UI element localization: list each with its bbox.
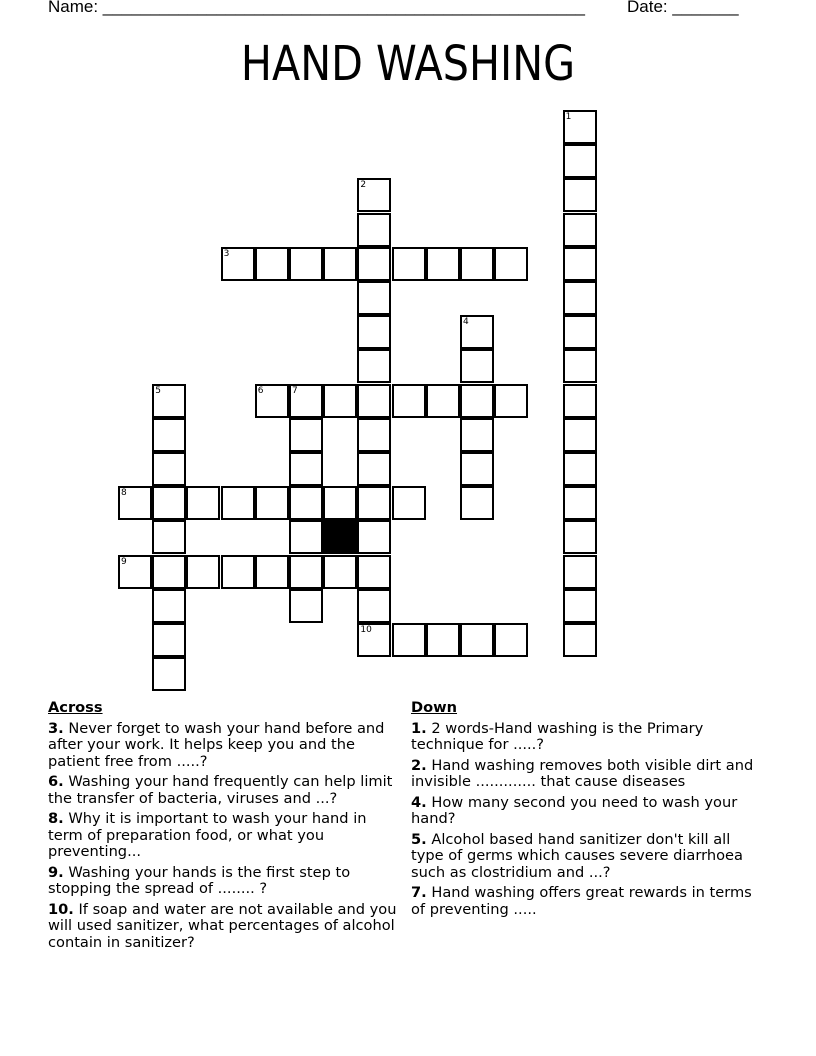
- crossword-cell[interactable]: [460, 486, 494, 520]
- clue-number: 6: [257, 385, 264, 396]
- crossword-cell[interactable]: [357, 555, 391, 589]
- puzzle-title: HAND WASHING: [240, 36, 576, 92]
- clue-number: 7: [292, 385, 298, 396]
- crossword-cell[interactable]: [289, 418, 323, 452]
- clue-number-label: 5.: [411, 830, 427, 848]
- crossword-cell[interactable]: [152, 555, 186, 589]
- crossword-cell[interactable]: [152, 589, 186, 623]
- crossword-cell[interactable]: [357, 486, 391, 520]
- crossword-cell[interactable]: [357, 247, 391, 281]
- crossword-cell[interactable]: [289, 247, 323, 281]
- crossword-cell[interactable]: [323, 384, 357, 418]
- clue-text: Alcohol based hand sanitizer don't kill all type of germs which causes severe diarrhoea such as clostridium and ...?: [411, 830, 743, 881]
- date-field-label[interactable]: Date: _______: [627, 0, 739, 16]
- across-clue: [48, 811, 404, 861]
- down-clue: [411, 885, 767, 918]
- crossword-cell[interactable]: [563, 555, 597, 589]
- crossword-cell[interactable]: [357, 418, 391, 452]
- clue-number-label: 3.: [48, 719, 64, 737]
- clue-number: 4: [463, 317, 469, 328]
- crossword-cell[interactable]: [289, 452, 323, 486]
- crossword-cell[interactable]: [118, 486, 152, 520]
- crossword-cell[interactable]: [152, 520, 186, 554]
- across-clues-section: [48, 700, 404, 955]
- clue-text: Hand washing removes both visible dirt and invisible ............. that cause diseases: [411, 756, 754, 790]
- crossword-cell[interactable]: [323, 555, 357, 589]
- crossword-cell[interactable]: [563, 110, 597, 144]
- crossword-cell[interactable]: [152, 452, 186, 486]
- crossword-cell[interactable]: [494, 384, 528, 418]
- black-square: [323, 520, 357, 554]
- crossword-cell[interactable]: [460, 623, 494, 657]
- crossword-cell[interactable]: [357, 349, 391, 383]
- down-clue: [411, 721, 767, 754]
- crossword-cell[interactable]: [563, 623, 597, 657]
- clue-number-label: 9.: [48, 863, 64, 881]
- down-clues-section: [411, 700, 767, 922]
- crossword-cell[interactable]: [255, 384, 289, 418]
- crossword-cell[interactable]: [563, 520, 597, 554]
- crossword-cell[interactable]: [357, 623, 391, 657]
- clue-text: How many second you need to wash your hand?: [411, 793, 738, 827]
- crossword-cell[interactable]: [494, 247, 528, 281]
- crossword-cell[interactable]: [426, 384, 460, 418]
- crossword-cell[interactable]: [221, 247, 255, 281]
- clue-text: Washing your hand frequently can help limit the transfer of bacteria, viruses and ...?: [48, 773, 393, 807]
- down-clue: [411, 758, 767, 791]
- crossword-cell[interactable]: [460, 384, 494, 418]
- crossword-cell[interactable]: [460, 418, 494, 452]
- across-clue: [48, 902, 404, 952]
- crossword-cell[interactable]: [563, 247, 597, 281]
- crossword-cell[interactable]: [357, 315, 391, 349]
- clue-text: 2 words-Hand washing is the Primary technique for .....?: [411, 719, 704, 753]
- crossword-cell[interactable]: [289, 384, 323, 418]
- crossword-cell[interactable]: [357, 452, 391, 486]
- down-heading: Down: [411, 699, 458, 716]
- clue-number-label: 2.: [411, 756, 427, 774]
- clue-number: 1: [565, 112, 572, 122]
- clue-number-label: 8.: [48, 810, 64, 827]
- down-clue: [411, 832, 767, 882]
- crossword-cell[interactable]: [152, 384, 186, 418]
- crossword-cell[interactable]: [563, 315, 597, 349]
- crossword-cell[interactable]: [255, 247, 289, 281]
- clue-number-label: 6.: [48, 773, 64, 790]
- crossword-cell[interactable]: [357, 178, 391, 212]
- clue-number: 9: [121, 556, 127, 567]
- crossword-cell[interactable]: [392, 247, 426, 281]
- crossword-cell[interactable]: [118, 555, 152, 589]
- crossword-cell[interactable]: [357, 213, 391, 247]
- clue-number: 10: [360, 625, 372, 635]
- crossword-cell[interactable]: [563, 589, 597, 623]
- crossword-cell[interactable]: [563, 349, 597, 383]
- crossword-cell[interactable]: [460, 247, 494, 281]
- crossword-cell[interactable]: [392, 486, 426, 520]
- clue-number-label: 1.: [411, 719, 427, 737]
- crossword-cell[interactable]: [563, 486, 597, 520]
- crossword-cell[interactable]: [289, 555, 323, 589]
- clue-number: 8: [121, 488, 127, 499]
- crossword-cell[interactable]: [289, 520, 323, 554]
- across-heading: Across: [48, 699, 103, 716]
- crossword-cell[interactable]: [426, 247, 460, 281]
- crossword-cell[interactable]: [323, 486, 357, 520]
- crossword-cell[interactable]: [392, 623, 426, 657]
- clue-text: Never forget to wash your hand before and after your work. It helps keep you and the patient free from .....?: [48, 719, 385, 770]
- crossword-cell[interactable]: [460, 349, 494, 383]
- crossword-cell[interactable]: [255, 555, 289, 589]
- crossword-cell[interactable]: [563, 144, 597, 178]
- clue-number: 3: [223, 248, 230, 259]
- crossword-cell[interactable]: [460, 452, 494, 486]
- crossword-cell[interactable]: [563, 281, 597, 315]
- crossword-cell[interactable]: [563, 213, 597, 247]
- clue-number-label: 7.: [411, 884, 427, 901]
- crossword-cell[interactable]: [186, 555, 220, 589]
- crossword-cell[interactable]: [323, 247, 357, 281]
- clue-text: Why it is important to wash your hand in term of preparation food, or what you preventing...: [48, 810, 367, 860]
- clue-text: Hand washing offers great rewards in terms of preventing .....: [411, 884, 752, 918]
- crossword-cell[interactable]: [152, 418, 186, 452]
- crossword-cell[interactable]: [563, 178, 597, 212]
- crossword-cell[interactable]: [152, 486, 186, 520]
- crossword-cell[interactable]: [186, 486, 220, 520]
- crossword-cell[interactable]: [426, 623, 460, 657]
- crossword-cell[interactable]: [289, 486, 323, 520]
- clue-text: If soap and water are not available and you will used sanitizer, what percentages of alcohol contain in sanitizer?: [48, 900, 397, 951]
- clue-number-label: 10.: [48, 900, 74, 918]
- crossword-cell[interactable]: [152, 657, 186, 691]
- crossword-cell[interactable]: [392, 384, 426, 418]
- clue-number: 5: [155, 385, 161, 396]
- crossword-cell[interactable]: [152, 623, 186, 657]
- down-clue: [411, 795, 767, 828]
- across-clue: [48, 721, 404, 771]
- across-clue: [48, 774, 404, 807]
- crossword-cell[interactable]: [221, 486, 255, 520]
- clue-number: 2: [360, 180, 367, 191]
- crossword-cell[interactable]: [357, 384, 391, 418]
- crossword-cell[interactable]: [221, 555, 255, 589]
- crossword-cell[interactable]: [563, 418, 597, 452]
- crossword-cell[interactable]: [494, 623, 528, 657]
- crossword-cell[interactable]: [563, 452, 597, 486]
- name-field-label[interactable]: Name: ___________________________________________________: [48, 0, 585, 16]
- crossword-cell[interactable]: [357, 281, 391, 315]
- crossword-cell[interactable]: [357, 520, 391, 554]
- crossword-cell[interactable]: [289, 589, 323, 623]
- clue-number-label: 4.: [411, 793, 427, 811]
- across-clue: [48, 865, 404, 898]
- crossword-cell[interactable]: [357, 589, 391, 623]
- clue-text: Washing your hands is the first step to stopping the spread of ........ ?: [48, 863, 351, 897]
- crossword-cell[interactable]: [563, 384, 597, 418]
- crossword-cell[interactable]: [255, 486, 289, 520]
- crossword-cell[interactable]: [460, 315, 494, 349]
